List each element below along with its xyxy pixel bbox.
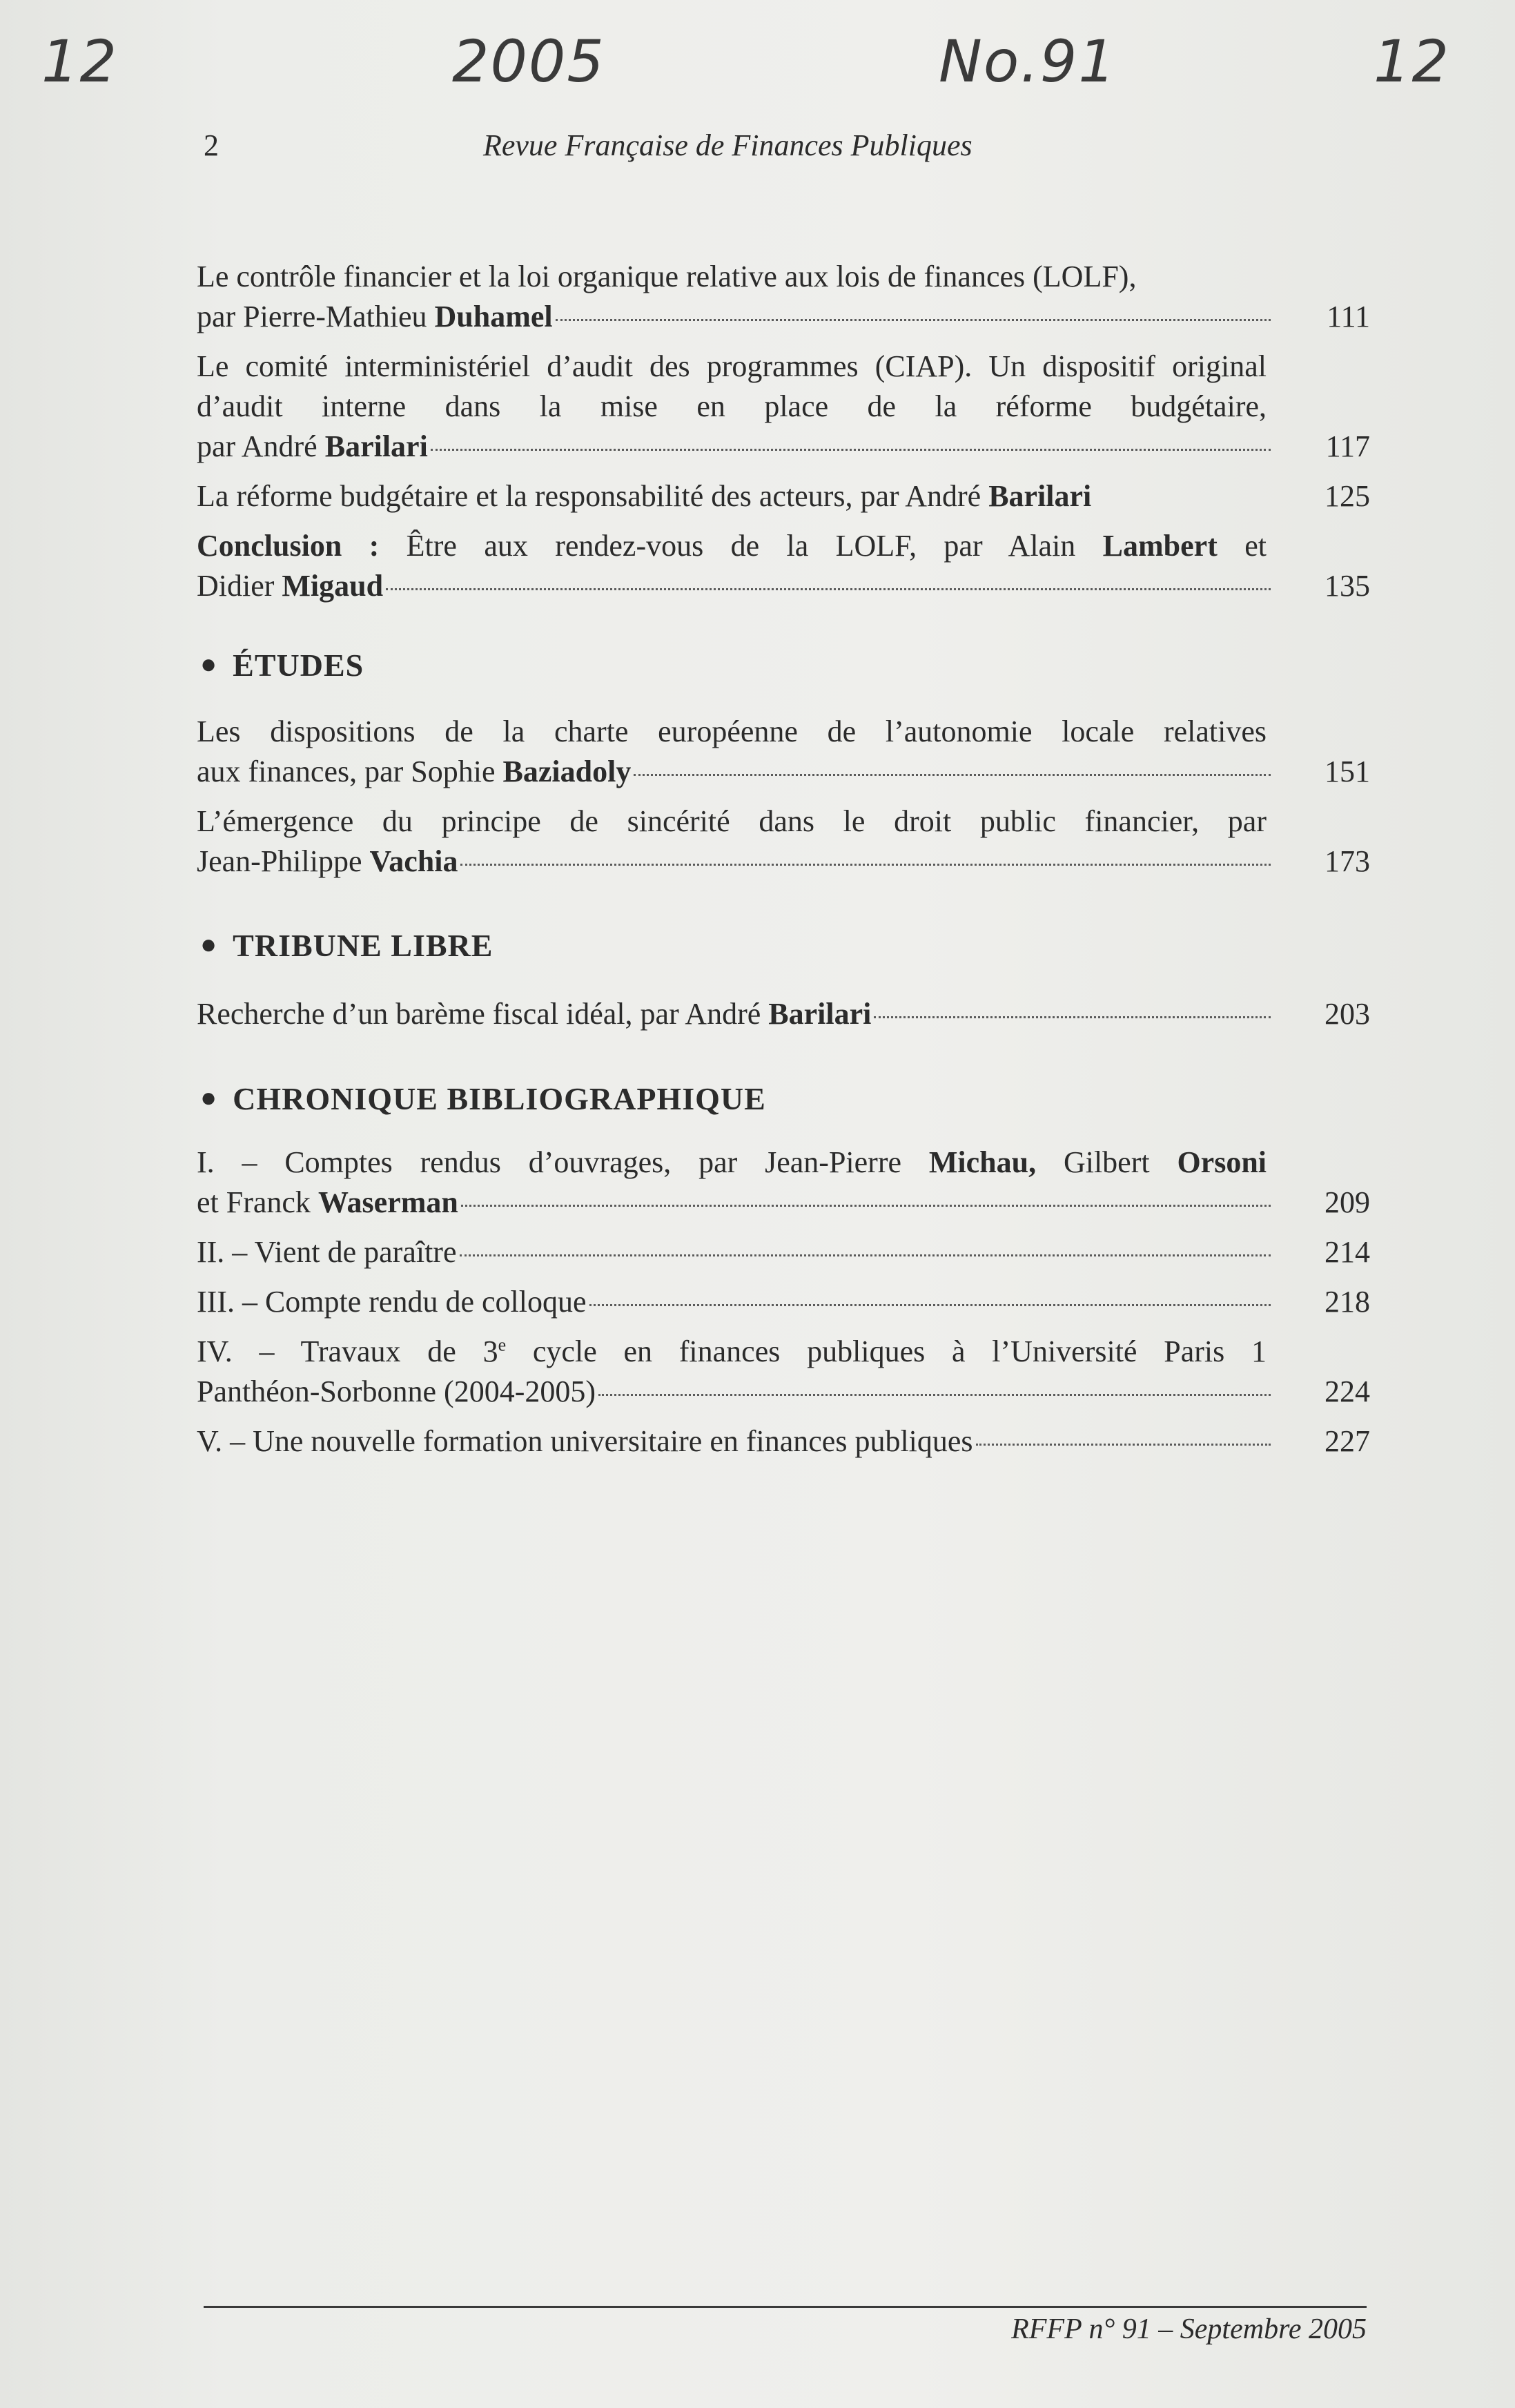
entry-page: 173 [1325, 844, 1370, 878]
entry-page: 117 [1325, 429, 1370, 463]
entry-page: 151 [1325, 755, 1370, 788]
bullet-icon: ● [200, 648, 218, 679]
entry-page: 214 [1325, 1235, 1370, 1269]
toc-entry [197, 802, 1370, 882]
handwritten-issue-number: No.91 [939, 28, 1117, 95]
entry-author: Baziadoly [502, 755, 632, 788]
entry-lead: par André [197, 429, 325, 463]
entry-page: 135 [1325, 569, 1370, 603]
leader-dots [460, 863, 1271, 866]
handwritten-year: 2005 [452, 28, 605, 95]
leader-dots [431, 448, 1271, 451]
toc-entry [197, 476, 1370, 516]
section-title: ÉTUDES [233, 648, 364, 683]
section-heading-chronique [200, 1080, 766, 1117]
entry-author: Orsoni [1177, 1145, 1267, 1179]
leader-dots [556, 318, 1271, 321]
bullet-icon: ● [200, 1082, 218, 1113]
handwritten-note-left: 12 [41, 28, 118, 95]
toc-group-d [197, 1143, 1370, 1462]
entry-page: 224 [1325, 1375, 1370, 1408]
section-heading-etudes [200, 647, 364, 683]
superscript: e [498, 1334, 507, 1355]
entry-lead: II. – Vient de paraître [197, 1235, 457, 1269]
entry-title: Être aux rendez-vous de la LOLF, par Alain [379, 529, 1103, 563]
entry-title: Les dispositions de la charte européenne de l’autonomie locale relatives [197, 715, 1267, 748]
entry-author: Vachia [369, 844, 458, 878]
leader-dots [386, 588, 1271, 590]
entry-lead: et Franck [197, 1185, 318, 1219]
toc-entry [197, 712, 1370, 792]
entry-title: Le comité interministériel d’audit des programmes (CIAP). Un dispositif original d’audit interne dans la mise en place de la réforme budgétaire, [197, 349, 1267, 423]
entry-author: Barilari [768, 997, 872, 1031]
page-number: 2 [204, 128, 219, 162]
toc-entry [197, 1282, 1370, 1322]
entry-text: et [1217, 529, 1267, 563]
entry-author: Michau, [928, 1145, 1037, 1179]
running-head [204, 128, 1391, 169]
entry-author: Lambert [1102, 529, 1218, 563]
toc-entry [197, 1421, 1370, 1462]
entry-title: L’émergence du principe de sincérité dans le droit public financier, par [197, 804, 1267, 838]
toc-group-b [197, 712, 1370, 882]
leader-dots [589, 1303, 1271, 1306]
section-title: TRIBUNE LIBRE [233, 928, 493, 963]
toc-entry [197, 994, 1370, 1034]
entry-lead: Recherche d’un barème fiscal idéal, par André [197, 997, 769, 1031]
entry-text: Gilbert [1036, 1145, 1177, 1179]
entry-author: Duhamel [434, 300, 553, 333]
toc-group-a [197, 257, 1370, 606]
entry-title: IV. – Travaux de 3 [197, 1334, 498, 1368]
entry-lead: par Pierre-Mathieu [197, 300, 435, 333]
entry-title: I. – Comptes rendus d’ouvrages, par Jean-Pierre [197, 1145, 929, 1179]
entry-title: Le contrôle financier et la loi organique relative aux lois de finances (LOLF), [197, 260, 1137, 293]
entry-lead: III. – Compte rendu de colloque [197, 1285, 587, 1319]
entry-lead: Jean-Philippe [197, 844, 370, 878]
leader-dots [634, 773, 1271, 776]
toc-entry [197, 1232, 1370, 1272]
handwritten-note-right: 12 [1374, 28, 1450, 95]
entry-page: 203 [1325, 997, 1370, 1031]
footer-citation: RFFP n° 91 – Septembre 2005 [1011, 2313, 1367, 2345]
entry-page: 227 [1325, 1424, 1370, 1458]
toc-entry [197, 1332, 1370, 1412]
bullet-icon: ● [200, 929, 218, 960]
leader-dots [461, 1204, 1271, 1207]
entry-lead: Panthéon-Sorbonne (2004-2005) [197, 1375, 596, 1408]
toc-entry [197, 1143, 1370, 1223]
entry-author: Barilari [988, 479, 1092, 513]
section-title: CHRONIQUE BIBLIOGRAPHIQUE [233, 1081, 766, 1116]
entry-lead: Didier [197, 569, 282, 603]
journal-title: Revue Française de Finances Publiques [483, 128, 972, 162]
footer-rule [204, 2306, 1367, 2308]
toc-entry [197, 347, 1370, 467]
leader-dots [460, 1254, 1271, 1256]
entry-prefix: Conclusion : [197, 529, 380, 563]
leader-dots [598, 1393, 1271, 1396]
entry-lead: La réforme budgétaire et la responsabilité des acteurs, par André [197, 479, 989, 513]
entry-lead: aux finances, par Sophie [197, 755, 503, 788]
entry-lead: V. – Une nouvelle formation universitaire en finances publiques [197, 1424, 973, 1458]
section-heading-tribune [200, 927, 493, 964]
entry-page: 111 [1327, 300, 1370, 333]
entry-text: cycle en finances publiques à l’Université Paris 1 [506, 1334, 1267, 1368]
entry-page: 218 [1325, 1285, 1370, 1319]
toc-entry [197, 526, 1370, 606]
toc-entry [197, 257, 1370, 337]
entry-page: 125 [1325, 479, 1370, 513]
leader-dots [874, 1016, 1271, 1018]
entry-page: 209 [1325, 1185, 1370, 1219]
toc-group-c [197, 994, 1370, 1034]
entry-author: Waserman [317, 1185, 458, 1219]
entry-author: Migaud [282, 569, 384, 603]
leader-dots [976, 1443, 1271, 1446]
entry-author: Barilari [324, 429, 428, 463]
